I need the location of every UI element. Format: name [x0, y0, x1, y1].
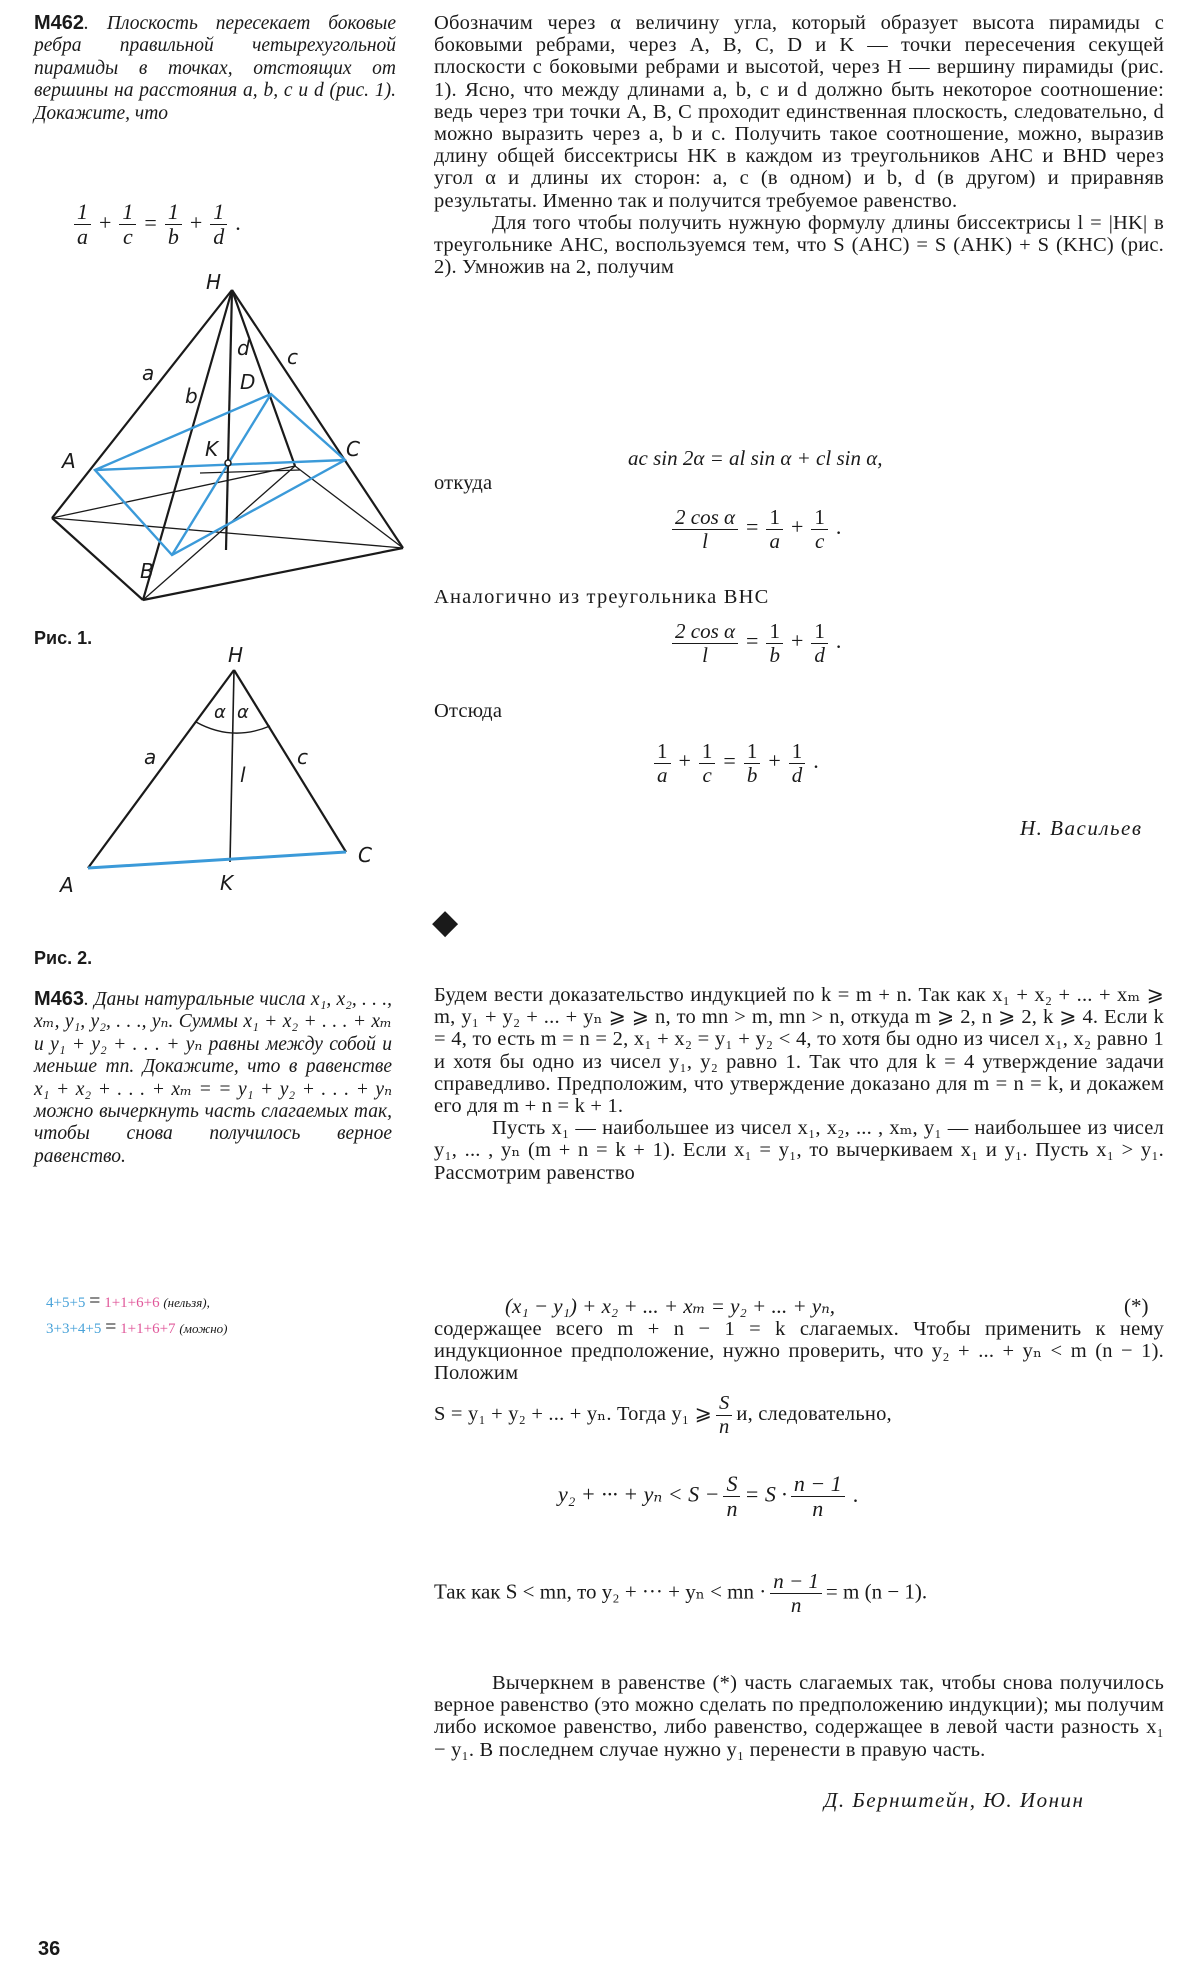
m463-solution-block-1 [434, 984, 1164, 1184]
edge-HA [52, 290, 232, 518]
eq3-num2: 1 [766, 620, 783, 644]
label-d: d [237, 336, 250, 360]
ex1-note: (нельзя), [163, 1295, 210, 1310]
m463-sol-para-5: Вычеркнем в равенстве (*) часть слагаемых так, чтобы снова получилось верное равенство (это можно сделать по предположению индукции); мы получим либо искомое равенство, либо равенство, содержащее в левой части разность x₁ − y₁. В последнем случае нужно y₁ перенести в правую часть. [434, 1672, 1164, 1761]
m462-eq3: $\frac{\text{2 cos α}}{l}$ = $\frac{1}{b}$ + $\frac{1}{d}$ . [668, 620, 845, 667]
section-ABCD [95, 394, 345, 555]
m463-number: М463 [34, 988, 85, 1010]
side-HA [88, 670, 234, 868]
eq2-den1: l [702, 529, 708, 554]
eq5-part-b: = S · [744, 1481, 787, 1507]
eq6-part-a: Так как S < mn, то y₂ + ··· + yₙ < mn · [434, 1579, 767, 1604]
f2-num: 1 [119, 200, 136, 225]
section-arrow [200, 470, 300, 473]
ex2-right: 1+1+6+7 [120, 1321, 176, 1337]
label-H: H [206, 270, 222, 294]
label-B: B [140, 559, 154, 583]
eq5-den1: n [726, 1496, 738, 1522]
ex2-note: (можно) [179, 1321, 228, 1336]
side-HC [234, 670, 346, 852]
fig2-label-A: A [60, 873, 74, 897]
eq3-num1: 2 cos α [672, 620, 738, 644]
eq2-num1: 2 cos α [672, 506, 738, 530]
page-number: 36 [38, 1938, 61, 1960]
side-AC [88, 852, 346, 868]
f4-num: 1 [210, 200, 227, 225]
p4-den: n [718, 1415, 730, 1438]
eq6-den: n [790, 1593, 802, 1618]
p4-num: S [716, 1392, 732, 1416]
eq4-num3: 1 [744, 740, 761, 764]
figure-2-caption: Рис. 2. [34, 948, 93, 968]
eq5-num1: S [723, 1472, 740, 1497]
section-AC [95, 460, 345, 470]
m463-solution-p5 [434, 1672, 1164, 1761]
diamond-separator: ◆ [432, 904, 459, 941]
m462-otkuda: откуда [434, 472, 493, 494]
label-D: D [240, 370, 256, 394]
figure-1-caption: Рис. 1. [34, 628, 93, 648]
eq2-den2: a [769, 529, 780, 554]
eq4-den4: d [791, 763, 803, 788]
ex2-left: 3+3+4+5 [46, 1321, 102, 1337]
eq6-num: n − 1 [770, 1570, 822, 1594]
fig2-label-alpha-left: α [214, 702, 226, 723]
f1-den: a [77, 224, 88, 250]
m463-text: . Даны натуральные числа x₁, x₂, . . ., xₘ, y₁, y₂, . . ., yₙ. Суммы x₁ + x₂ + . . . + xₘ и y₁ + y₂ + . . . + yₙ равны между собой и меньше mn. Докажите, что в равенстве x₁ + x₂ + . . . + xₘ = = y₁ + y₂ + . . . + yₙ можно вычеркнуть часть слагаемых так, чтобы снова получилось верное равенство. [34, 989, 392, 1167]
eq2-den3: c [814, 529, 825, 554]
base-AD [52, 466, 295, 518]
f2-den: c [123, 224, 133, 250]
m463-example-1 [46, 1290, 406, 1313]
eq4-num1: 1 [654, 740, 671, 764]
m462-text: . Плоскость пересекает боковые ребра правильной четырехугольной пирамиды в точках, отстоящих от вершины на расстояния a, b, c и d (рис. 1). Докажите, что [34, 13, 396, 124]
height-HK [226, 290, 232, 550]
m463-example-2 [46, 1316, 406, 1339]
m462-otsyuda: Отсюда [434, 700, 503, 722]
m463-sol-para-2: Пусть x₁ — наибольшее из чисел x₁, x₂, ... , xₘ, y₁ — наибольшее из чисел y₁, ... , yₙ (m + n = k + 1). Если x₁ = y₁, то вычеркиваем x₁ и y₁. Пусть x₁ > y₁. Рассмотрим равенство [434, 1117, 1164, 1184]
m463-eq5: y₂ + ··· + yₙ < S − $\frac{S}{n}$ = S · $\frac{n - 1}{n}$ . [558, 1471, 859, 1522]
label-c: c [287, 345, 298, 369]
label-A: A [62, 449, 76, 473]
fig2-label-H: H [228, 643, 244, 667]
eq4-num2: 1 [699, 740, 716, 764]
ex2-eq: = [105, 1316, 117, 1338]
eq5-num2: n − 1 [791, 1472, 845, 1497]
m463-sol-para-3: содержащее всего m + n − 1 = k слагаемых. Чтобы применить к нему индукционное предположение, нужно проверить, что y₂ + ... + yₙ < m (n − 1). Положим [434, 1318, 1164, 1385]
base-BC [143, 548, 403, 600]
m463-line-S [434, 1392, 1164, 1438]
eq3-num3: 1 [811, 620, 828, 644]
eq2-num3: 1 [811, 506, 828, 530]
label-K: K [205, 437, 219, 461]
m463-statement [34, 988, 392, 1168]
f1-num: 1 [74, 200, 91, 225]
bisector-HK [230, 670, 234, 862]
m462-sol-para-1: Обозначим через α величину угла, который образует высота пирамиды с боковыми ребрами, через A, B, C, D и K — точки пересечения секущей плоскости с боковыми ребрами и высотой, через H — вершину пирамиды (рис. 1). Ясно, что между длинами a, b, c и d должно быть некоторое соотношение: ведь через три точки A, B, C проходит единственная плоскость, следовательно, d можно выразить через a, b и c. Получить такое соотношение, можно, выразив длину общей биссектрисы HK в каждом из треугольников AHC и BHD через угол α и длины их сторон: a, c (в одном) и b, d (в другом) и приравняв результаты. Именно так и получится требуемое равенство. [434, 12, 1164, 212]
fig2-label-l: l [240, 763, 246, 787]
eq6-part-b: = m (n − 1). [825, 1579, 928, 1604]
figure-2-triangle [40, 640, 400, 900]
edge-HB [143, 290, 232, 600]
eq3-den3: d [814, 643, 825, 668]
ex1-right: 1+1+6+6 [104, 1295, 160, 1311]
eq3-den1: l [702, 643, 708, 668]
label-a: a [142, 361, 155, 385]
fig2-label-C: C [358, 843, 372, 867]
p4-part-a: S = y₁ + y₂ + ... + yₙ. Тогда y₁ ⩾ [434, 1402, 712, 1425]
m463-solution-p3 [434, 1318, 1164, 1385]
f3-den: b [167, 224, 179, 250]
f3-num: 1 [165, 200, 182, 225]
m462-solution-p1 [434, 12, 1164, 278]
fig2-label-c: c [297, 745, 308, 769]
m462-eq1: ac sin 2α = al sin α + cl sin α, [628, 446, 883, 470]
m462-sol-para-2: Для того чтобы получить нужную формулу длины биссектрисы l = |HK| в треугольнике AHC, воспользуемся тем, что S (AHC) = S (AHK) + S (KHC) (рис. 2). Умножив на 2, получим [434, 211, 1164, 279]
ex1-eq: = [89, 1290, 101, 1312]
eq4-den2: c [702, 763, 712, 788]
m462-statement [34, 12, 396, 125]
eq4-num4: 1 [789, 740, 806, 764]
m462-eq4: $\frac{1}{a}$ + $\frac{1}{c}$ = $\frac{1}{b}$ + $\frac{1}{d}$ . [650, 740, 823, 787]
m463-authors: Д. Бернштейн, Ю. Ионин [824, 1788, 1085, 1812]
figure-1-pyramid [0, 270, 420, 620]
m463-eq6 [434, 1570, 927, 1617]
eq5-den2: n [812, 1496, 824, 1522]
m462-number: М462 [34, 12, 85, 34]
eq4-den1: a [657, 763, 668, 788]
m462-author: Н. Васильев [1020, 816, 1143, 840]
m463-eq-star: (x₁ − y₁) + x₂ + ... + xₘ = y₂ + ... + yₙ, [505, 1294, 835, 1318]
eq2-num2: 1 [766, 506, 783, 530]
eq5-part-a: y₂ + ··· + yₙ < S − [558, 1481, 720, 1507]
fig2-label-a: a [144, 745, 157, 769]
eq4-den3: b [746, 763, 758, 788]
base-AB [52, 518, 143, 600]
point-K [225, 460, 231, 466]
diag-BD [143, 466, 295, 600]
p4-part-b: и, следовательно, [736, 1402, 892, 1425]
eq3-den2: b [769, 643, 780, 668]
m462-formula: $\frac{1}{a}$ + $\frac{1}{c}$ = $\frac{1}{b}$ + $\frac{1}{d}$ . [70, 200, 245, 249]
f4-den: d [213, 224, 225, 250]
m463-sol-para-1: Будем вести доказательство индукцией по k = m + n. Так как x₁ + x₂ + ... + xₘ ⩾ m, y₁ + y₂ + ... + yₙ ⩾ ⩾ n, то mn > m, mn > n, откуда m ⩾ 2, n ⩾ 2, k ⩾ 4. Если k = 4, то есть m = n = 2, x₁ + x₂ = y₁ + y₂ < 4, то хотя бы одно из чисел x₁, x₂ равно 1 и хотя бы одно из чисел y₁, y₂ равно 1. Так что для k = 4 утверждение задачи справедливо. Предположим, что утверждение доказано для m = n = k, и докажем его для m + n = k + 1. [434, 984, 1164, 1118]
fig2-label-alpha-right: α [237, 702, 249, 723]
label-C: C [346, 437, 360, 461]
fig2-label-K: K [220, 871, 234, 895]
ex1-left: 4+5+5 [46, 1295, 86, 1311]
m463-star-label: (*) [1124, 1294, 1149, 1318]
m462-eq2: $\frac{\text{2 cos α}}{l}$ = $\frac{1}{a}$ + $\frac{1}{c}$ . [668, 506, 845, 553]
label-b: b [185, 384, 198, 408]
m462-analog: Аналогично из треугольника BHC [434, 586, 770, 608]
